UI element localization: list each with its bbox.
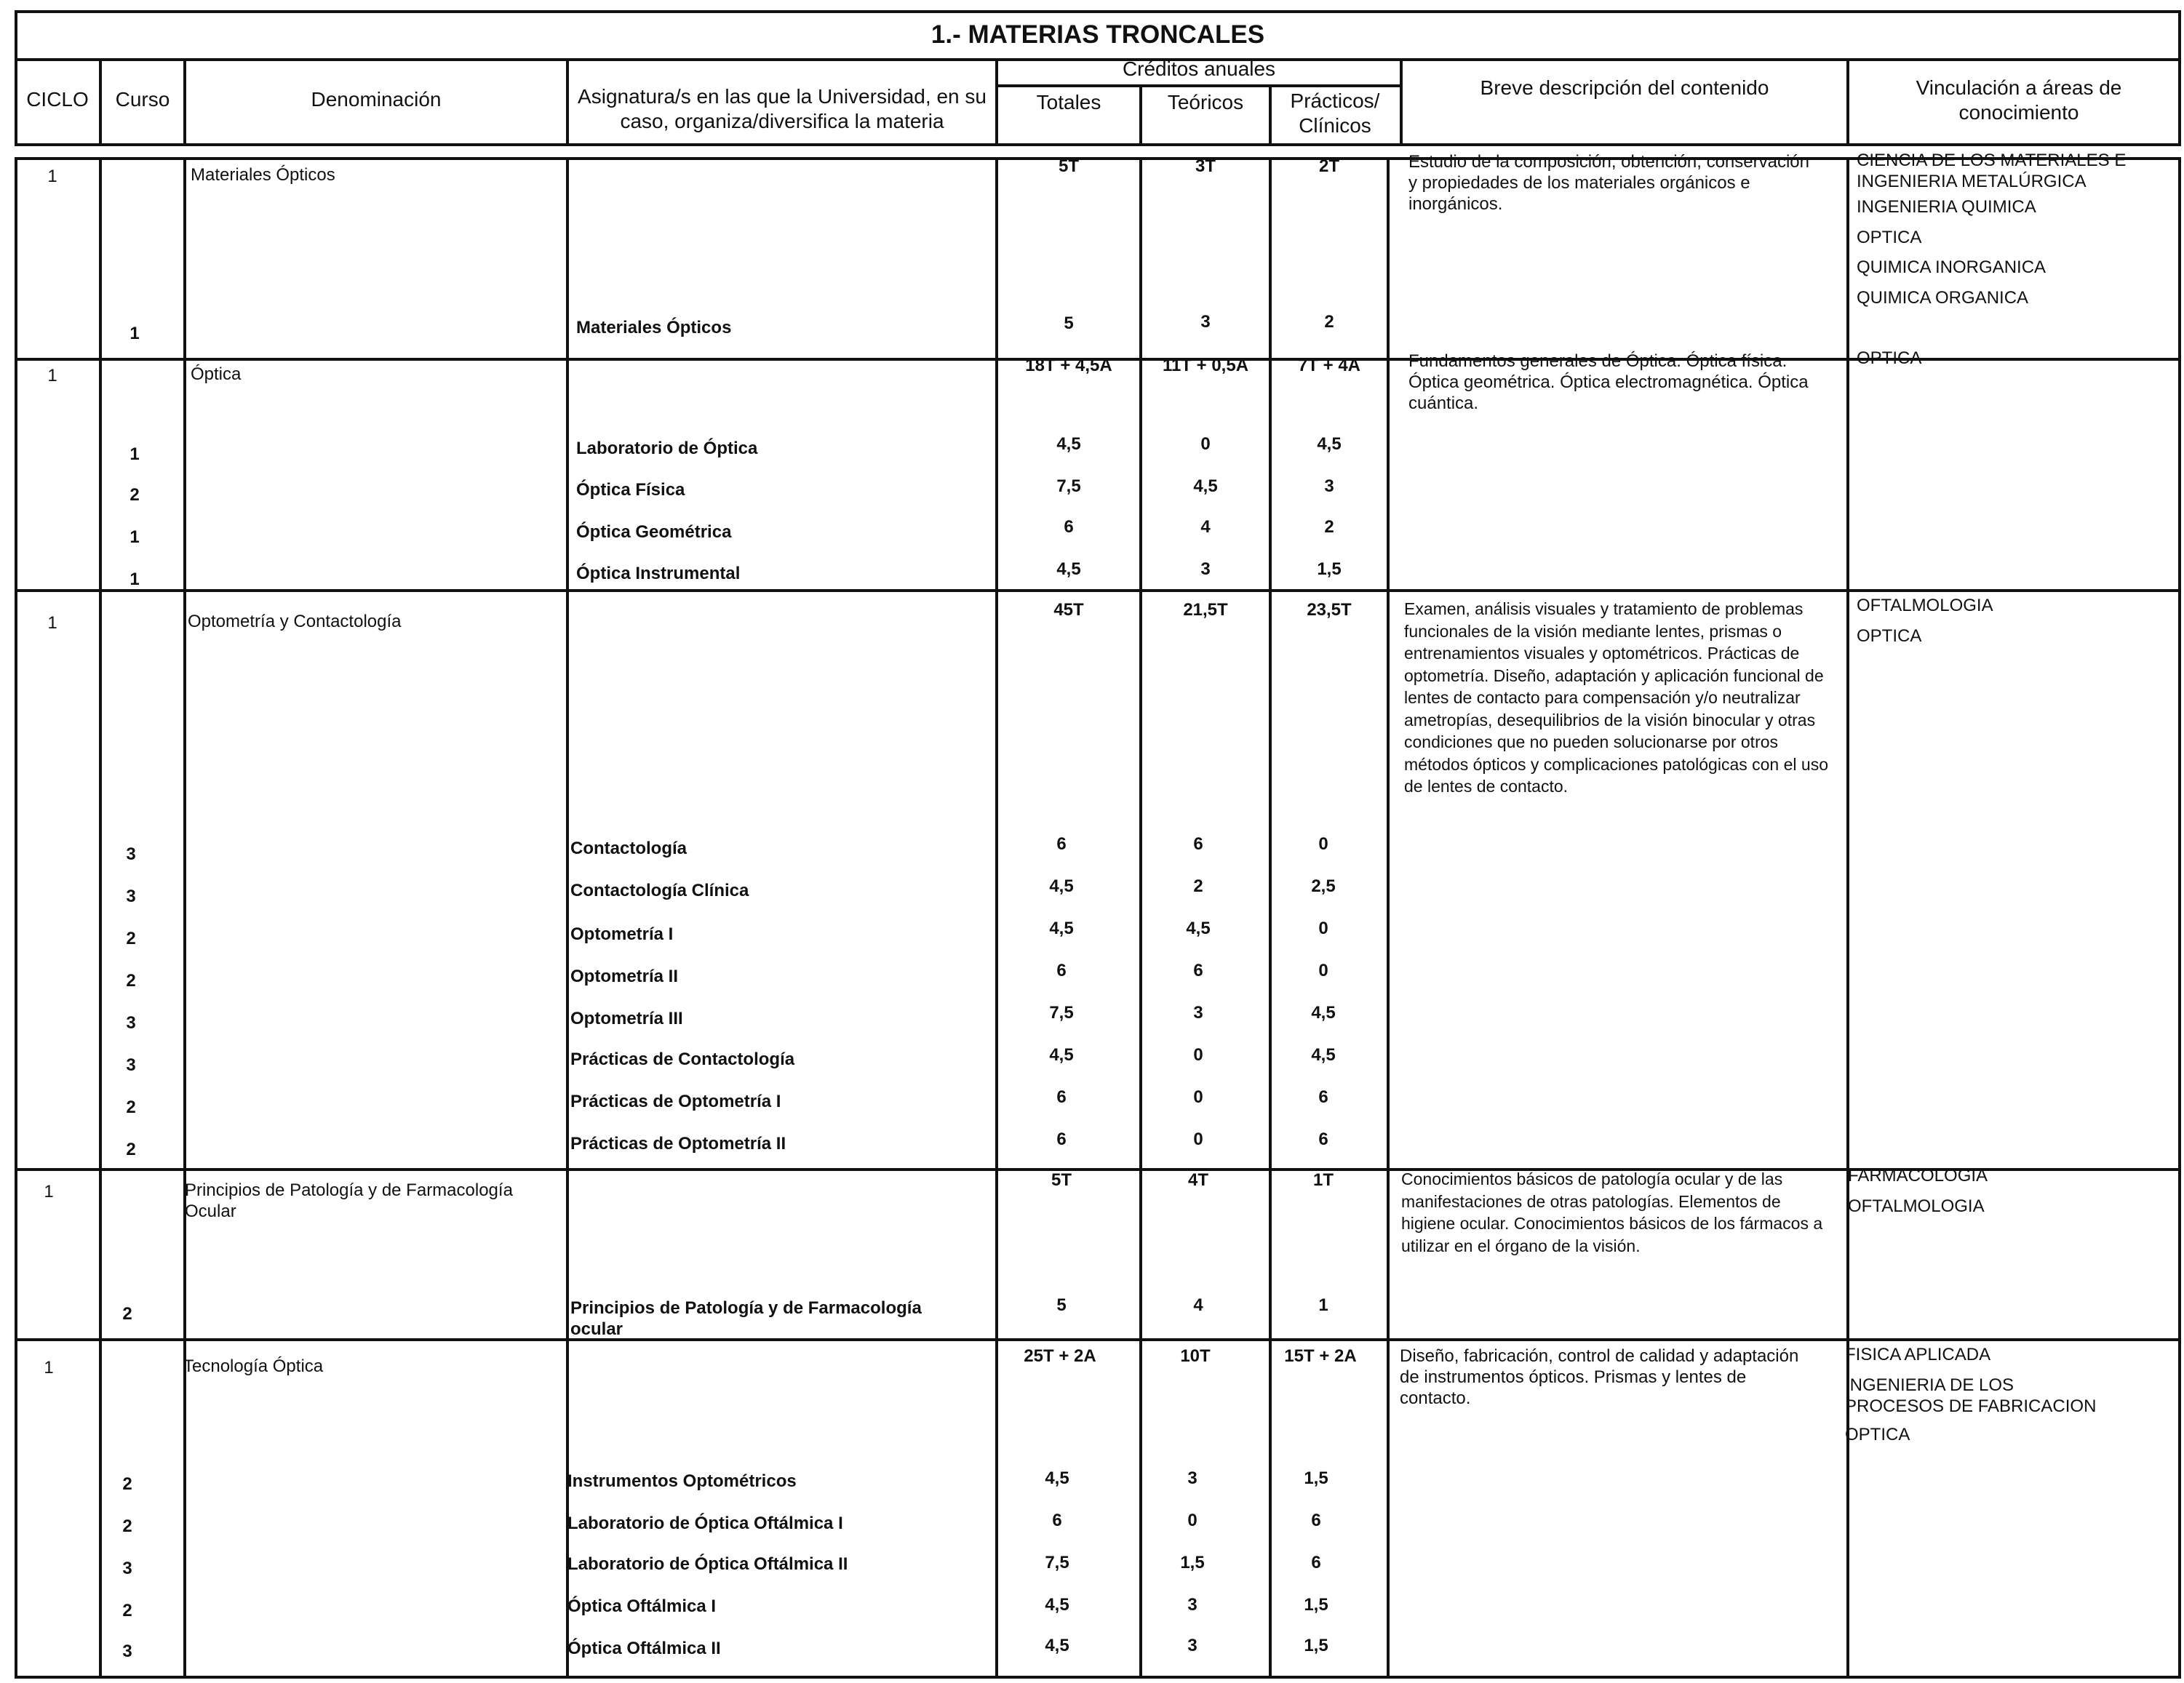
teoricos-cell: 0 xyxy=(1193,1045,1203,1065)
page-title: 1.- MATERIAS TRONCALES xyxy=(930,20,1265,49)
col-divider xyxy=(1400,58,1403,146)
asignatura-cell: Óptica Instrumental xyxy=(576,564,741,583)
teoricos-cell: 3 xyxy=(1187,1595,1197,1615)
col-divider xyxy=(1846,157,1849,1679)
col-divider xyxy=(1387,157,1390,1679)
asignatura-cell: Laboratorio de Óptica Oftálmica I xyxy=(567,1514,843,1533)
teoricos-cell: 3 xyxy=(1187,1468,1197,1488)
practicos-cell: 4,5 xyxy=(1317,434,1342,454)
practicos-cell: 3 xyxy=(1324,476,1334,496)
ciclo-cell: 1 xyxy=(44,1358,54,1378)
asignatura-cell: Optometría I xyxy=(570,924,674,944)
teoricos-cell: 10T xyxy=(1180,1346,1211,1366)
curso-cell: 3 xyxy=(126,1013,136,1033)
curso-cell: 3 xyxy=(122,1559,132,1578)
totales-cell: 6 xyxy=(1056,1087,1067,1107)
totales-cell: 7,5 xyxy=(1056,476,1081,496)
curso-cell: 3 xyxy=(126,844,136,864)
teoricos-cell: 0 xyxy=(1187,1511,1197,1530)
practicos-cell: 2,5 xyxy=(1311,876,1336,896)
ciclo-cell: 1 xyxy=(47,167,57,186)
totales-cell: 4,5 xyxy=(1056,559,1081,579)
asignatura-cell: Optometría II xyxy=(570,967,679,986)
header-totales: Totales xyxy=(1036,91,1101,113)
curso-cell: 2 xyxy=(126,929,136,948)
teoricos-cell: 11T + 0,5A xyxy=(1162,356,1249,375)
curso-cell: 1 xyxy=(129,324,140,343)
asignatura-cell: Materiales Ópticos xyxy=(576,318,732,337)
curso-cell: 2 xyxy=(122,1474,132,1494)
totales-cell: 6 xyxy=(1056,961,1067,980)
area-item: FARMACOLOGIA xyxy=(1848,1166,1988,1186)
teoricos-cell: 3 xyxy=(1200,559,1211,579)
teoricos-cell: 3 xyxy=(1200,312,1211,332)
col-divider xyxy=(1846,58,1849,146)
ciclo-cell: 1 xyxy=(47,613,57,633)
curso-cell: 3 xyxy=(122,1642,132,1661)
practicos-cell: 0 xyxy=(1318,834,1328,854)
totales-cell: 4,5 xyxy=(1045,1468,1069,1488)
asignatura-cell: Laboratorio de Óptica Oftálmica II xyxy=(567,1554,848,1574)
asignatura-cell: Optometría III xyxy=(570,1009,683,1028)
area-item: OPTICA xyxy=(1857,348,1922,368)
curso-cell: 2 xyxy=(122,1304,132,1324)
teoricos-cell: 0 xyxy=(1193,1087,1203,1107)
col-divider xyxy=(566,157,569,1679)
asignatura-cell: Prácticas de Contactología xyxy=(570,1050,795,1069)
asignatura-cell: Contactología Clínica xyxy=(570,881,749,900)
totales-cell: 4,5 xyxy=(1045,1636,1069,1655)
asignatura-cell: Óptica Geométrica xyxy=(576,522,732,542)
area-item: QUIMICA INORGANICA xyxy=(1857,257,2046,277)
curso-cell: 2 xyxy=(122,1601,132,1620)
practicos-cell: 2 xyxy=(1324,312,1334,332)
totales-cell: 4,5 xyxy=(1049,876,1074,896)
practicos-cell: 1T xyxy=(1312,1170,1334,1190)
descripcion-cell: Examen, análisis visuales y tratamiento de problemas funcionales de la visión mediante lentes, prismas o entrenamientos visuales y optométricos. Prácticas de optometría. Diseño, adaptación y aplicación funcional de lentes de contacto para compensación y/o neutralizar ametropías, desequilibrios de la visión binocular y otras condiciones que no pueden solucionarse por otros métodos ópticos y complicaciones patológicas con el uso de lentes de contacto. xyxy=(1404,599,1828,796)
area-item: FISICA APLICADA xyxy=(1845,1345,1991,1364)
ciclo-cell: 1 xyxy=(47,366,57,385)
practicos-cell: 0 xyxy=(1318,919,1328,938)
totales-cell: 45T xyxy=(1053,600,1084,620)
totales-cell: 5 xyxy=(1064,313,1074,333)
practicos-cell: 6 xyxy=(1318,1087,1328,1107)
descripcion-cell: Estudio de la composición, obtención, conservación y propiedades de los materiales orgánicos e inorgánicos. xyxy=(1408,152,1809,214)
header-asignaturas: Asignatura/s en las que la Universidad, en su caso, organiza/diversifica la materia xyxy=(578,85,987,132)
practicos-cell: 7T + 4A xyxy=(1297,356,1361,375)
curso-cell: 2 xyxy=(126,1098,136,1117)
curso-cell: 3 xyxy=(126,1055,136,1075)
col-divider xyxy=(1269,86,1272,146)
ciclo-cell: 1 xyxy=(44,1182,54,1202)
curso-cell: 2 xyxy=(122,1516,132,1536)
totales-cell: 6 xyxy=(1052,1511,1062,1530)
asignatura-cell: Óptica Oftálmica II xyxy=(567,1639,721,1658)
practicos-cell: 6 xyxy=(1311,1553,1321,1572)
curso-cell: 2 xyxy=(126,971,136,991)
descripcion-cell: Fundamentos generales de Óptica. Óptica física. Óptica geométrica. Óptica electromagnética. Óptica cuántica. xyxy=(1408,351,1809,413)
practicos-cell: 1,5 xyxy=(1304,1595,1328,1615)
totales-cell: 4,5 xyxy=(1049,919,1074,938)
totales-cell: 18T + 4,5A xyxy=(1025,356,1112,375)
teoricos-cell: 4,5 xyxy=(1193,476,1218,496)
header-practicos: Prácticos/ Clínicos xyxy=(1290,89,1380,137)
header-creditos: Créditos anuales xyxy=(1122,57,1276,80)
row-divider xyxy=(15,589,2181,592)
practicos-cell: 2T xyxy=(1318,156,1339,176)
teoricos-cell: 6 xyxy=(1193,961,1203,980)
curso-cell: 3 xyxy=(126,887,136,906)
totales-cell: 6 xyxy=(1064,517,1074,537)
totales-cell: 5T xyxy=(1051,1170,1072,1190)
col-divider xyxy=(183,157,186,1679)
asignatura-cell: Instrumentos Optométricos xyxy=(567,1471,797,1491)
teoricos-cell: 4T xyxy=(1187,1170,1208,1190)
teoricos-cell: 21,5T xyxy=(1183,600,1228,620)
area-item: CIENCIA DE LOS MATERIALES E INGENIERIA METALÚRGICA xyxy=(1857,151,2127,191)
totales-cell: 6 xyxy=(1056,1130,1067,1149)
practicos-cell: 6 xyxy=(1318,1130,1328,1149)
teoricos-cell: 4 xyxy=(1200,517,1211,537)
teoricos-cell: 4 xyxy=(1193,1295,1203,1315)
area-item: OFTALMOLOGIA xyxy=(1848,1196,1985,1216)
asignatura-cell: Principios de Patología y de Farmacología ocular xyxy=(570,1298,922,1339)
teoricos-cell: 1,5 xyxy=(1180,1553,1205,1572)
practicos-cell: 4,5 xyxy=(1311,1045,1336,1065)
teoricos-cell: 4,5 xyxy=(1186,919,1211,938)
col-divider xyxy=(566,58,569,146)
practicos-cell: 2 xyxy=(1324,517,1334,537)
area-item: OPTICA xyxy=(1857,228,1922,247)
totales-cell: 4,5 xyxy=(1045,1595,1069,1615)
practicos-cell: 1,5 xyxy=(1304,1636,1328,1655)
totales-cell: 4,5 xyxy=(1056,434,1081,454)
teoricos-cell: 2 xyxy=(1193,876,1203,896)
asignatura-cell: Prácticas de Optometría II xyxy=(570,1134,786,1154)
curso-cell: 2 xyxy=(129,485,140,505)
descripcion-cell: Diseño, fabricación, control de calidad y adaptación de instrumentos ópticos. Prismas y lentes de contacto. xyxy=(1400,1346,1799,1408)
practicos-cell: 6 xyxy=(1311,1511,1321,1530)
header-descripcion: Breve descripción del contenido xyxy=(1480,76,1769,99)
denominacion-cell: Optometría y Contactología xyxy=(188,612,402,631)
teoricos-cell: 3 xyxy=(1193,1003,1203,1023)
area-item: OFTALMOLOGIA xyxy=(1857,596,1993,615)
teoricos-cell: 3T xyxy=(1195,156,1216,176)
totales-cell: 7,5 xyxy=(1049,1003,1074,1023)
creditos-divider xyxy=(995,84,1401,87)
practicos-cell: 1,5 xyxy=(1317,559,1342,579)
totales-cell: 5T xyxy=(1058,156,1079,176)
area-item: INGENIERIA QUIMICA xyxy=(1857,197,2036,217)
area-item: INGENIERIA DE LOS PROCESOS DE FABRICACION xyxy=(1845,1375,2097,1416)
denominacion-cell: Materiales Ópticos xyxy=(191,165,335,185)
practicos-cell: 1,5 xyxy=(1304,1468,1328,1488)
col-divider xyxy=(99,157,102,1679)
curso-cell: 1 xyxy=(129,444,140,464)
teoricos-cell: 0 xyxy=(1200,434,1211,454)
asignatura-cell: Óptica Física xyxy=(576,480,685,500)
practicos-cell: 1 xyxy=(1318,1295,1328,1315)
header-ciclo: CICLO xyxy=(26,88,89,111)
header-denominacion: Denominación xyxy=(311,88,442,111)
totales-cell: 4,5 xyxy=(1049,1045,1074,1065)
teoricos-cell: 6 xyxy=(1193,834,1203,854)
asignatura-cell: Contactología xyxy=(570,839,687,858)
area-item: OPTICA xyxy=(1845,1425,1910,1444)
area-item: OPTICA xyxy=(1857,626,1922,646)
practicos-cell: 4,5 xyxy=(1311,1003,1336,1023)
asignatura-cell: Óptica Oftálmica I xyxy=(567,1596,717,1616)
totales-cell: 7,5 xyxy=(1045,1553,1069,1572)
asignatura-cell: Prácticas de Optometría I xyxy=(570,1092,781,1111)
denominacion-cell: Óptica xyxy=(191,364,242,384)
header-curso: Curso xyxy=(115,88,170,111)
header-teoricos: Teóricos xyxy=(1167,91,1244,113)
practicos-cell: 23,5T xyxy=(1307,600,1352,620)
denominacion-cell: Tecnología Óptica xyxy=(183,1356,324,1376)
curso-cell: 1 xyxy=(129,569,140,589)
asignatura-cell: Laboratorio de Óptica xyxy=(576,439,758,458)
denominacion-cell: Principios de Patología y de Farmacología Ocular xyxy=(185,1180,513,1221)
header-vinculacion: Vinculación a áreas de conocimiento xyxy=(1916,76,2122,124)
teoricos-cell: 3 xyxy=(1187,1636,1197,1655)
practicos-cell: 0 xyxy=(1318,961,1328,980)
area-item: QUIMICA ORGANICA xyxy=(1857,288,2029,308)
totales-cell: 25T + 2A xyxy=(1024,1346,1096,1366)
curso-cell: 1 xyxy=(129,527,140,547)
totales-cell: 5 xyxy=(1056,1295,1067,1315)
curso-cell: 2 xyxy=(126,1140,136,1159)
totales-cell: 6 xyxy=(1056,834,1067,854)
row-divider xyxy=(15,1338,2181,1341)
teoricos-cell: 0 xyxy=(1193,1130,1203,1149)
descripcion-cell: Conocimientos básicos de patología ocular y de las manifestaciones de otras patologías. Elementos de higiene ocular. Conocimientos básicos de los fármacos a utilizar en el órgano de la visión. xyxy=(1401,1170,1823,1255)
practicos-cell: 15T + 2A xyxy=(1284,1346,1357,1366)
